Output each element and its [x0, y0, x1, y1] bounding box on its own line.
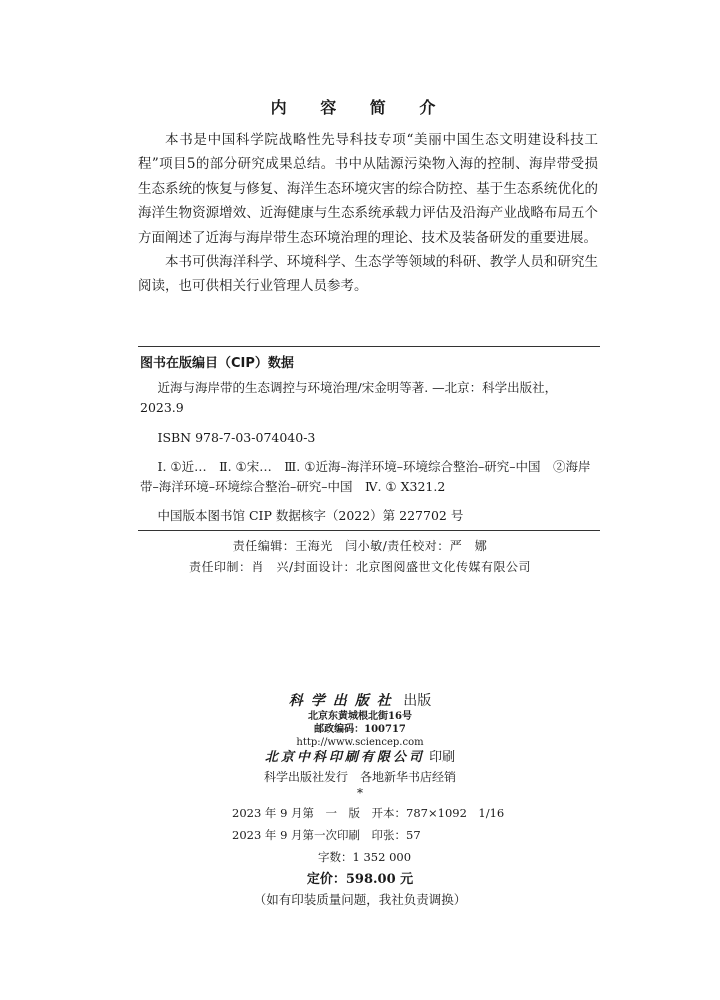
printer-name: 北京中科印刷有限公司 — [264, 750, 425, 765]
summary-paragraph-1: 本书是中国科学院战略性先导科技专项“美丽中国生态文明建设科技工程”项目5的部分研究成果总结。书中从陆源污染物入海的控制、海岸带受损生态系统的恢复与修复、海洋生态环境灾害的综合防控、基于生态系统优化的海洋生物资源增效、近海健康与生态系统承载力评估及沿海产业战略布局五个方面阐述了近海与海岸带生态环境治理的理论、技术及装备研发的重要进展。 — [138, 132, 598, 246]
publish-suffix: 出版 — [403, 693, 432, 709]
cip-verification: 中国版本图书馆 CIP 数据核字（2022）第 227702 号 — [157, 508, 464, 523]
publisher-name: 科学出版社 — [288, 693, 399, 709]
cip-isbn: ISBN 978-7-03-074040-3 — [157, 430, 316, 445]
publisher-url: http://www.sciencep.com — [296, 737, 424, 748]
edition-line: 2023 年 9 月第 一 版 开本：787×1092 1/16 — [232, 806, 505, 820]
word-count: 字数：1 352 000 — [318, 850, 412, 864]
price: 定价：598.00 元 — [306, 872, 414, 887]
separator-asterisk: * — [357, 786, 363, 800]
publisher-line — [0, 690, 720, 710]
summary-paragraph-2: 本书可供海洋科学、环境科学、生态学等领域的科研、教学人员和研究生阅读，也可供相关行业管理人员参考。 — [138, 254, 598, 295]
cip-bottom-rule — [138, 530, 600, 531]
printer-line — [0, 746, 720, 765]
distribution-line: 科学出版社发行 各地新华书店经销 — [263, 770, 456, 784]
quality-notice: （如有印装质量问题，我社负责调换） — [253, 892, 467, 907]
section-title: 内 容 简 介 — [270, 98, 450, 117]
publisher-address: 北京东黄城根北街16号 — [308, 711, 412, 722]
print-suffix: 印刷 — [429, 750, 456, 765]
cip-record: 近海与海岸带的生态调控与环境治理/宋金明等著. —北京：科学出版社，2023.9 — [140, 380, 558, 415]
publisher-postcode: 邮政编码：100717 — [314, 724, 406, 735]
credits-production: 责任印制：肖 兴/封面设计：北京图阅盛世文化传媒有限公司 — [188, 560, 532, 574]
printing-line: 2023 年 9 月第一次印刷 印张：57 — [232, 828, 421, 842]
cip-top-rule — [138, 346, 600, 347]
cip-classification: Ⅰ. ①近… Ⅱ. ①宋… Ⅲ. ①近海–海洋环境–环境综合整治–研究–中国 ②海岸带–海洋环境–环境综合整治–研究–中国 Ⅳ. ① X321.2 — [140, 459, 591, 494]
credits-editors: 责任编辑：王海光 闫小敏/责任校对：严 娜 — [232, 539, 488, 553]
content-summary — [138, 128, 598, 299]
cip-heading: 图书在版编目（CIP）数据 — [140, 356, 294, 371]
